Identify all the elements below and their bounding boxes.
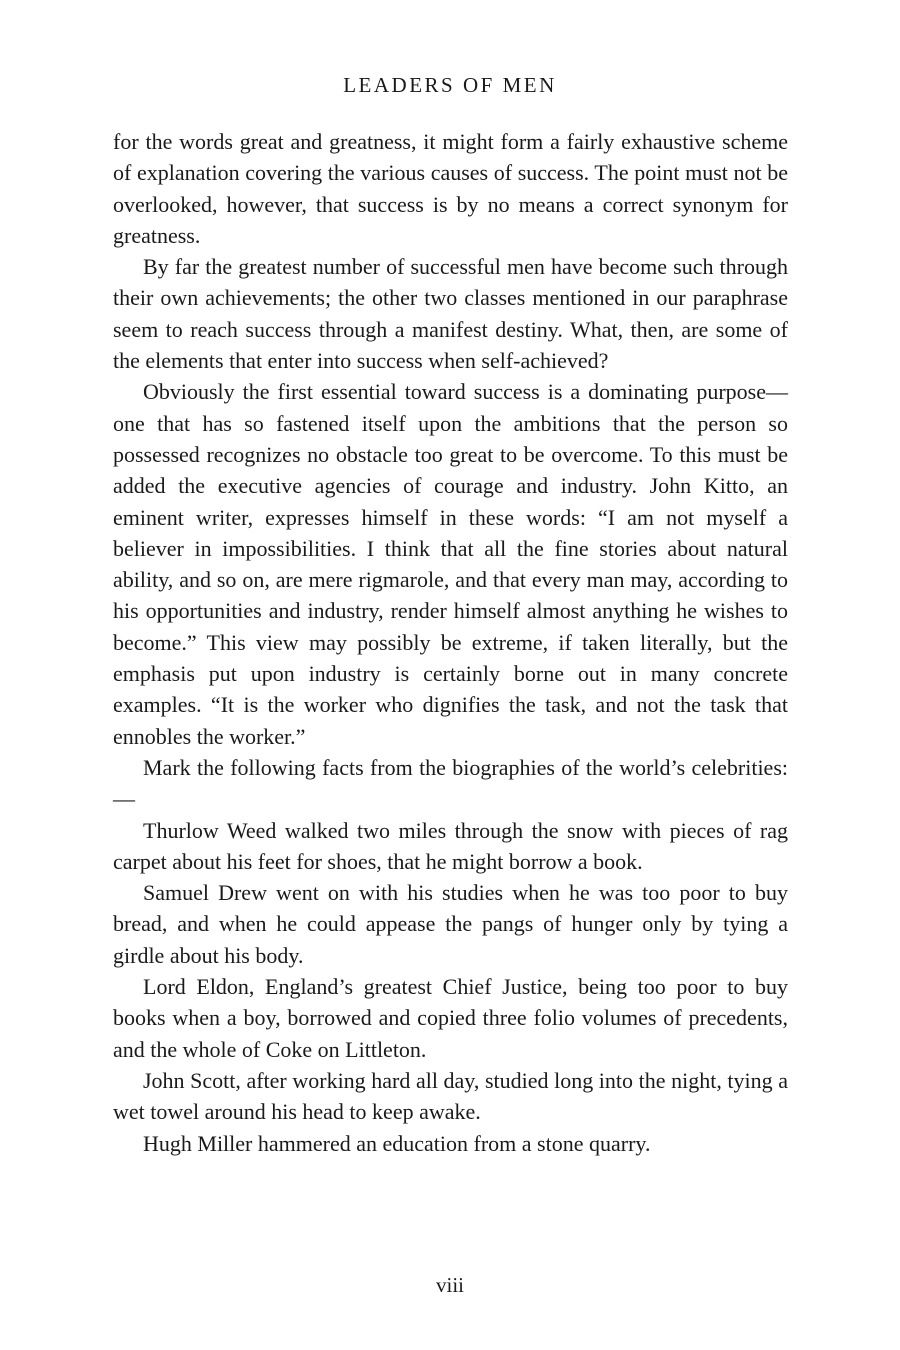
paragraph: John Scott, after working hard all day, studied long into the night, tying a wet towel around his head to keep awake. (113, 1067, 788, 1125)
running-head: LEADERS OF MEN (343, 73, 557, 97)
paragraph: Hugh Miller hammered an education from a stone quarry. (143, 1130, 651, 1156)
page-number: viii (435, 1273, 464, 1297)
paragraph: Mark the following facts from the biographies of the world’s celebrities:— (113, 754, 788, 812)
paragraph: for the words great and greatness, it might form a fairly exhaustive scheme of explanation covering the various causes of success. The point must not be overlooked, however, that success is by no means a correct synonym for greatness. (113, 129, 788, 248)
paragraph: By far the greatest number of successful men have become such through their own achievements; the other two classes mentioned in our paraphrase seem to reach success through a manifest destiny. What, then, are some of the elements that enter into success when self-achieved? (113, 254, 788, 374)
paragraph: Samuel Drew went on with his studies when he was too poor to buy bread, and when he could appease the pangs of hunger only by tying a girdle about his body. (113, 880, 788, 968)
paragraph: Obviously the first essential toward success is a dominating purpose—one that has so fastened itself upon the ambitions that the person so possessed recognizes no obstacle too great to be overcome. To this must be added the executive agencies of courage and industry. John Kitto, an eminent writer, expresses himself in these words: “I am not myself a believer in impossibilities. I think that all the fine stories about natural ability, and so on, are mere rigmarole, and that every man may, according to his opportunities and industry, render himself almost anything he wishes to become.” This view may possibly be extreme, if taken literally, but the emphasis put upon industry is certainly borne out in many concrete examples. “It is the worker who dignifies the task, and not the task that ennobles the worker.” (113, 379, 788, 749)
paragraph: Thurlow Weed walked two miles through the snow with pieces of rag carpet about his feet for shoes, that he might borrow a book. (113, 817, 788, 874)
paragraph: Lord Eldon, England’s greatest Chief Justice, being too poor to buy books when a boy, borrowed and copied three folio volumes of precedents, and the whole of Coke on Littleton. (113, 974, 788, 1062)
body-text (113, 126, 788, 1159)
